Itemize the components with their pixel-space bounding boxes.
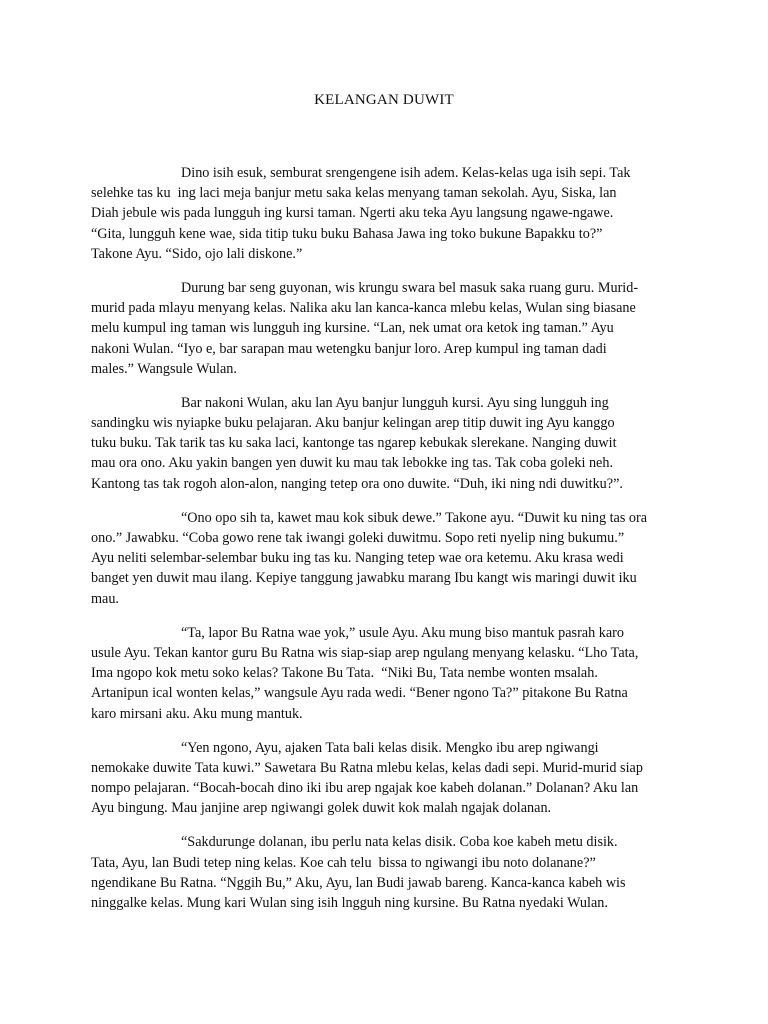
text-line: Dino isih esuk, semburat srengengene isih adem. Kelas-kelas uga isih sepi. Tak bbox=[181, 165, 631, 181]
text-line: banget yen duwit mau ilang. Kepiye tanggung jawabku marang Ibu kangt wis maringi duwit iku bbox=[91, 570, 637, 587]
paragraph bbox=[91, 163, 687, 264]
text-line: “Sakdurunge dolanan, ibu perlu nata kelas disik. Coba koe kabeh metu disik. bbox=[181, 834, 618, 851]
document-title: KELANGAN DUWIT bbox=[314, 92, 454, 108]
text-line: ngendikane Bu Ratna. “Nggih Bu,” Aku, Ayu, lan Budi jawab bareng. Kanca-kanca kabeh wis bbox=[91, 874, 626, 891]
text-line: Diah jebule wis pada lungguh ing kursi taman. Ngerti aku teka Ayu langsung ngawe-ngawe. bbox=[91, 205, 614, 222]
text-line: usule Ayu. Tekan kantor guru Bu Ratna wis siap-siap arep ngulang menyang kelasku. “Lho Tata, bbox=[91, 644, 639, 661]
document-body bbox=[91, 163, 687, 927]
text-line: Takone Ayu. “Sido, ojo lali diskone.” bbox=[91, 245, 303, 262]
text-line: sandingku wis nyiapke buku pelajaran. Aku banjur kelingan arep titip duwit ing Ayu kanggo bbox=[91, 415, 615, 432]
text-line: selehke tas ku ing laci meja banjur metu saka kelas menyang taman sekolah. Ayu, Siska, lan bbox=[91, 185, 617, 202]
text-line: Artanipun ical wonten kelas,” wangsule Ayu rada wedi. “Bener ngono Ta?” pitakone Bu Ratna bbox=[91, 685, 628, 702]
paragraph bbox=[91, 393, 687, 494]
text-line: mau ora ono. Aku yakin bangen yen duwit ku mau tak lebokke ing tas. Tak coba goleki neh. bbox=[91, 455, 613, 472]
text-line: melu kumpul ing taman wis lungguh ing kursine. “Lan, nek umat ora ketok ing taman.” Ayu bbox=[91, 320, 614, 337]
text-line: nompo pelajaran. “Bocah-bocah dino iki ibu arep ngajak koe kabeh dolanan.” Dolanan? Aku lan bbox=[91, 780, 639, 797]
text-line: mau. bbox=[91, 590, 119, 607]
text-line: karo mirsani aku. Aku mung mantuk. bbox=[91, 705, 303, 722]
text-line: Kantong tas tak rogoh alon-alon, nanging tetep ora ono duwite. “Duh, iki ning ndi duwitku?”. bbox=[91, 475, 623, 492]
text-line: nemokake duwite Tata kuwi.” Sawetara Bu Ratna mlebu kelas, kelas dadi sepi. Murid-murid siap bbox=[91, 759, 643, 776]
text-line: “Gita, lungguh kene wae, sida titip tuku buku Bahasa Jawa ing toko bukune Bapakku to?” bbox=[91, 225, 603, 242]
text-line: tuku buku. Tak tarik tas ku saka laci, kantonge tas ngarep kebukak slerekane. Nanging duwit bbox=[91, 435, 617, 452]
text-line: “Yen ngono, Ayu, ajaken Tata bali kelas disik. Mengko ibu arep ngiwangi bbox=[181, 739, 599, 756]
paragraph bbox=[91, 508, 687, 609]
paragraph bbox=[91, 278, 687, 379]
text-line: Tata, Ayu, lan Budi tetep ning kelas. Koe cah telu bissa to ngiwangi ibu noto dolanane?” bbox=[91, 854, 596, 871]
text-line: Durung bar seng guyonan, wis krungu swara bel masuk saka ruang guru. Murid- bbox=[181, 279, 639, 296]
text-line: “Ta, lapor Bu Ratna wae yok,” usule Ayu. Aku mung biso mantuk pasrah karo bbox=[181, 624, 624, 641]
paragraph bbox=[91, 738, 687, 819]
paragraph bbox=[91, 623, 687, 724]
text-line: Bar nakoni Wulan, aku lan Ayu banjur lungguh kursi. Ayu sing lungguh ing bbox=[181, 394, 609, 411]
text-line: nakoni Wulan. “Iyo e, bar sarapan mau wetengku banjur loro. Arep kumpul ing taman dadi bbox=[91, 340, 607, 357]
text-line: Ayu bingung. Mau janjine arep ngiwangi golek duwit kok malah ngajak dolanan. bbox=[91, 800, 552, 817]
text-line: ninggalke kelas. Mung kari Wulan sing isih lngguh ning kursine. Bu Ratna nyedaki Wulan. bbox=[91, 895, 608, 911]
text-line: Ayu neliti selembar-selembar buku ing tas ku. Nanging tetep wae ora ketemu. Aku krasa wedi bbox=[91, 550, 624, 567]
text-line: murid pada mlayu menyang kelas. Nalika aku lan kanca-kanca mlebu kelas, Wulan sing biasane bbox=[91, 300, 636, 317]
text-line: males.” Wangsule Wulan. bbox=[91, 360, 237, 377]
text-line: “Ono opo sih ta, kawet mau kok sibuk dewe.” Takone ayu. “Duwit ku ning tas ora bbox=[181, 509, 648, 526]
text-line: Ima ngopo kok metu soko kelas? Takone Bu Tata. “Niki Bu, Tata nembe wonten msalah. bbox=[91, 665, 598, 682]
paragraph bbox=[91, 832, 687, 913]
text-line: ono.” Jawabku. “Coba gowo rene tak iwangi goleki duwitmu. Sopo reti nyelip ning bukumu.” bbox=[91, 530, 625, 546]
